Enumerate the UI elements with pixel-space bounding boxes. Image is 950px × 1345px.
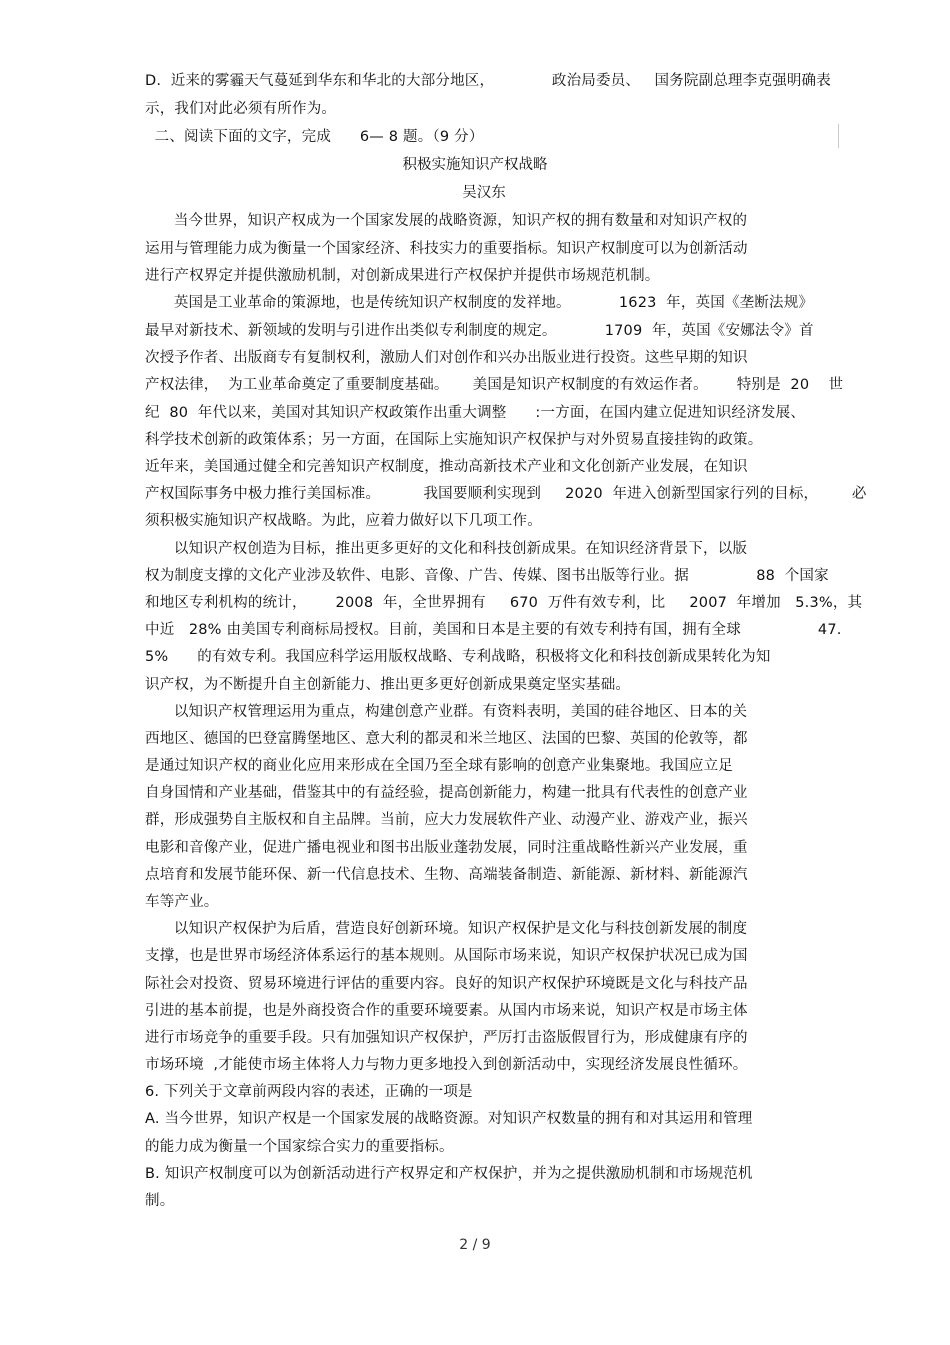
body-line: 西地区、德国的巴登富腾堡地区、意大利的都灵和米兰地区、法国的巴黎、英国的伦敦等，都 [145,731,748,747]
body-line: 自身国情和产业基础，借鉴其中的有益经验，提高创新能力，构建一批具有代表性的创意产业 [145,785,748,801]
body-line: 群，形成强势自主版权和自主品牌。当前，应大力发展软件产业、动漫产业、游戏产业，振兴 [145,812,748,828]
option-a-line-2: 的能力成为衡量一个国家综合实力的重要指标。 [145,1139,454,1155]
body-line: 引进的基本前提，也是外商投资合作的重要环境要素。从国内市场来说，知识产权是市场主体 [145,1003,748,1019]
body-line: 际社会对投资、贸易环境进行评估的重要内容。良好的知识产权保护环境既是文化与科技产品 [145,976,748,992]
body-line: 和地区专利机构的统计， 2008 年，全世界拥有 670 万件有效专利，比 2007 年增加 5.3%，其 [145,595,863,611]
option-a-line-1: A. 当今世界，知识产权是一个国家发展的战略资源。对知识产权数量的拥有和对其运用和管理 [145,1111,753,1127]
page-number: 2 / 9 [459,1237,491,1253]
body-line: 5% 的有效专利。我国应科学运用版权战略、专利战略，积极将文化和科技创新成果转化为知 [145,649,771,665]
question-6-stem: 6. 下列关于文章前两段内容的表述，正确的一项是 [145,1084,473,1100]
option-b-line-2: 制。 [145,1193,175,1209]
article-title: 积极实施知识产权战略 [402,157,548,173]
body-line: 英国是工业革命的策源地，也是传统知识产权制度的发祥地。 1623 年，英国《垄断法规》 [145,295,814,311]
body-line: 市场环境 ,才能使市场主体将人力与物力更多地投入到创新活动中，实现经济发展良性循环。 [145,1057,748,1073]
body-line: 产权国际事务中极力推行美国标准。 我国要顺利实现到 2020 年进入创新型国家行列的目标， 必 [145,486,867,502]
body-line: 当今世界，知识产权成为一个国家发展的战略资源，知识产权的拥有数量和对知识产权的 [145,213,748,229]
body-line: 运用与管理能力成为衡量一个国家经济、科技实力的重要指标。知识产权制度可以为创新活动 [145,241,748,257]
body-line: 产权法律， 为工业革命奠定了重要制度基础。 美国是知识产权制度的有效运作者。 特别是 20 世 [145,377,844,393]
body-line: 以知识产权保护为后盾，营造良好创新环境。知识产权保护是文化与科技创新发展的制度 [145,921,748,937]
body-line: 中近 28% 由美国专利商标局授权。目前，美国和日本是主要的有效专利持有国，拥有全球 47. [145,622,842,638]
option-b-line-1: B. 知识产权制度可以为创新活动进行产权界定和产权保护，并为之提供激励机制和市场规范机 [145,1166,753,1182]
option-d-line-1: D. 近来的雾霾天气蔓延到华东和华北的大部分地区， 政治局委员、 国务院副总理李克强明确表 [145,73,831,89]
body-line: 进行产权界定并提供激励机制，对创新成果进行产权保护并提供市场规范机制。 [145,268,660,284]
body-line: 进行市场竞争的重要手段。只有加强知识产权保护，严厉打击盗版假冒行为，形成健康有序的 [145,1030,748,1046]
body-line: 纪 80 年代以来，美国对其知识产权政策作出重大调整 :一方面，在国内建立促进知识经济发展、 [145,405,806,421]
option-d-line-2: 示，我们对此必须有所作为。 [145,101,337,117]
body-line: 是通过知识产权的商业化应用来形成在全国乃至全球有影响的创意产业集聚地。我国应立足 [145,758,733,774]
body-line: 识产权，为不断提升自主创新能力、推出更多更好创新成果奠定坚实基础。 [145,677,631,693]
body-line: 以知识产权创造为目标，推出更多更好的文化和科技创新成果。在知识经济背景下，以版 [145,541,748,557]
body-line: 电影和音像产业，促进广播电视业和图书出版业蓬勃发展，同时注重战略性新兴产业发展，重 [145,840,748,856]
body-line: 须积极实施知识产权战略。为此，应着力做好以下几项工作。 [145,513,542,529]
article-author: 吴汉东 [462,185,506,201]
body-line: 近年来，美国通过健全和完善知识产权制度，推动高新技术产业和文化创新产业发展，在知识 [145,459,748,475]
section-heading: 二、阅读下面的文字，完成 6— 8 题。（9 分） [145,129,484,145]
body-line: 科学技术创新的政策体系；另一方面，在国际上实施知识产权保护与对外贸易直接挂钩的政策。 [145,432,763,448]
body-line: 权为制度支撑的文化产业涉及软件、电影、音像、广告、传媒、图书出版等行业。据 88 个国家 [145,568,829,584]
body-line: 次授予作者、出版商专有复制权利，激励人们对创作和兴办出版业进行投资。这些早期的知识 [145,350,748,366]
margin-divider [838,124,839,148]
body-line: 车等产业。 [145,894,219,910]
body-line: 支撑，也是世界市场经济体系运行的基本规则。从国际市场来说，知识产权保护状况已成为国 [145,948,748,964]
body-line: 最早对新技术、新领域的发明与引进作出类似专利制度的规定。 1709 年，英国《安娜法令》首 [145,323,814,339]
body-line: 点培育和发展节能环保、新一代信息技术、生物、高端装备制造、新能源、新材料、新能源汽 [145,867,748,883]
body-line: 以知识产权管理运用为重点，构建创意产业群。有资料表明，美国的硅谷地区、日本的关 [145,704,748,720]
